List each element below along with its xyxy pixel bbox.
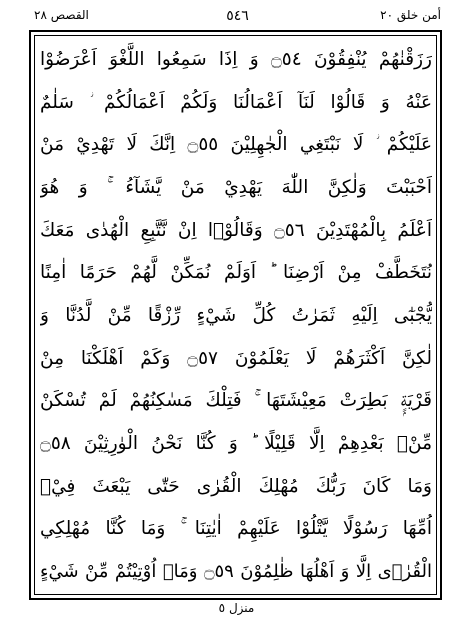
text-line: نُتَخَطَّفْ مِنْ اَرْضِنَا ؕ اَوَلَمْ نُمَكِّنْ لَّهُمْ حَرَمًا اٰمِنًا [40,262,432,284]
juz-name: أمن خلق ٢٠ [380,8,441,22]
text-line: وَمَا كَانَ رَبُّكَ مُهْلِكَ الْقُرٰى حَتّٰى يَبْعَثَ فِيْۤ [40,475,432,497]
page-number: ٥٤٦ [226,8,249,24]
text-line: اُمِّهَا رَسُوْلًا يَّتْلُوْا عَلَيْهِمْ اٰيٰتِنَا ۚ وَمَا كُنَّا مُهْلِكِي [40,518,432,540]
text-line: عَنْهُ وَ قَالُوْا لَنَآ اَعْمَالُنَا وَلَكُمْ اَعْمَالُكُمْ ؗ سَلٰمٌ [40,91,432,113]
text-line: اَعْلَمُ بِالْمُهْتَدِيْنَ ۝٥٦ وَقَالُوْۤا اِنْ نَّتَّبِعِ الْهُدٰى مَعَكَ [40,219,432,241]
text-line: مِّنْۢ بَعْدِهِمْ اِلَّا قَلِيْلًا ؕ وَ كُنَّا نَحْنُ الْوٰرِثِيْنَ ۝٥٨ [40,432,432,454]
text-line: يُّجْبٰٓى اِلَيْهِ ثَمَرٰتُ كُلِّ شَيْءٍ رِّزْقًا مِّنْ لَّدُنَّا وَ [40,304,432,326]
manzil-footer: منزل ٥ [218,601,255,615]
text-line: رَزَقْنٰهُمْ يُنْفِقُوْنَ ۝٥٤ وَ اِذَا سَمِعُوا اللَّغْوَ اَعْرَضُوْا [40,49,432,70]
surah-name: القصص ٢٨ [34,8,89,22]
verse-text-block [40,40,432,592]
text-line: عَلَيْكُمْ ؗ لَا نَبْتَغِي الْجٰهِلِيْنَ ۝٥٥ اِنَّكَ لَا تَهْدِيْ مَنْ [40,134,432,156]
text-line: اَحْبَبْتَ وَلٰكِنَّ اللّٰهَ يَهْدِيْ مَنْ يَّشَآءُ ۚ وَ هُوَ [40,176,432,198]
page-header [30,6,445,28]
text-line: لٰكِنَّ اَكْثَرَهُمْ لَا يَعْلَمُوْنَ ۝٥٧ وَكَمْ اَهْلَكْنَا مِنْ [40,347,432,369]
text-line: الْقُرٰۤى اِلَّا وَ اَهْلُهَا ظٰلِمُوْنَ ۝٥٩ وَمَاۤ اُوْتِيْتُمْ مِّنْ شَيْءٍ [40,560,432,582]
text-line: قَرْيَةٍۭ بَطِرَتْ مَعِيْشَتَهَا ۚ فَتِلْكَ مَسٰكِنُهُمْ لَمْ تُسْكَنْ [40,390,432,412]
